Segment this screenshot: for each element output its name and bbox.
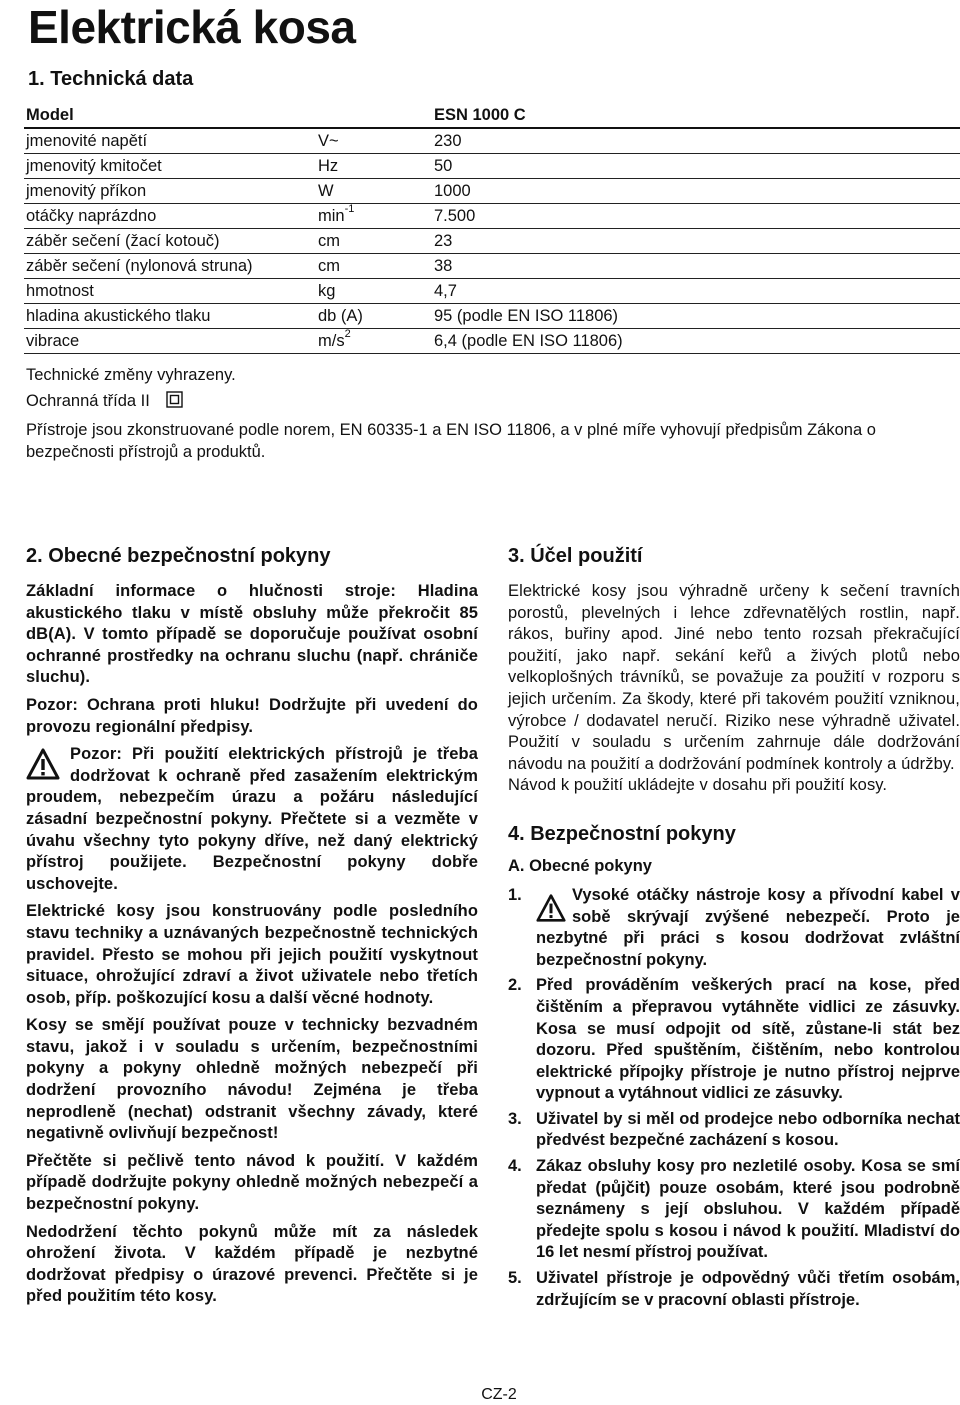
list-item-text: Před prováděním veškerých prací na kose, před čištěním a přepravou vytáhněte vidlici ze zásuvky. Kosa se musí odpojit od sítě, zůstane-li stát bez dozoru. Před spuštěním, čištěním, nebo kontrolou elektrické přípojky přístroje je nutno přístroj nejprve vypnout a vytáhnout vidlici ze zásuvky. — [536, 976, 960, 1103]
spec-unit — [316, 179, 432, 204]
list-item-text: Zákaz obsluhy kosy pro nezletilé osoby. Kosa se smí předat (půjčit) pouze osobám, které jsou podrobně seznámeny s její obsluhou. V každém případě předejte spolu s kosou i návod k použití. Mladiství do 16 let nesmí přístroj používat. — [536, 1157, 960, 1262]
list-item — [508, 1156, 960, 1264]
spec-unit-text: V~ — [318, 131, 339, 150]
section-3-heading: 3. Účel použití — [508, 545, 643, 567]
section-2-heading: 2. Obecné bezpečnostní pokyny — [26, 545, 331, 567]
table-row — [24, 179, 960, 204]
non-compliance-paragraph: Nedodržení těchto pokynů může mít za následek ohrožení života. V každém případě je nezbytné dodržovat předpisy o úrazové prevenci. Přečtěte si je před použitím této kosy. — [26, 1222, 478, 1306]
spec-value: 6,4 (podle EN ISO 11806) — [432, 329, 960, 354]
spec-value: 38 — [432, 254, 960, 279]
spec-unit-text: kg — [318, 281, 336, 300]
spec-unit-text: cm — [318, 256, 340, 275]
spec-label: jmenovitý kmitočet — [24, 154, 316, 179]
spec-value: 50 — [432, 154, 960, 179]
list-item-text: Vysoké otáčky nástroje kosy a přívodní kabel v sobě skrývají zvýšené nebezpečí. Proto je nezbytné při práci s kosou dodržovat zvláštní bezpečnostní pokyny. — [536, 885, 960, 969]
table-row — [24, 304, 960, 329]
spec-unit-text: db (A) — [318, 306, 363, 325]
table-row — [24, 229, 960, 254]
warning-triangle-icon — [536, 893, 566, 923]
noise-info-paragraph: Základní informace o hlučnosti stroje: Hladina akustického tlaku v místě obsluhy může překročit 85 dB(A). V tomto případě se doporučuje používat osobní ochranné prostředky na ochranu sluchu (např. chrániče sluchu). — [26, 582, 478, 687]
list-item-number: 5. — [508, 1269, 522, 1288]
list-item-number: 1. — [508, 885, 522, 904]
list-item-number: 3. — [508, 1109, 522, 1128]
spec-unit-text: min — [318, 206, 345, 225]
list-item — [508, 885, 960, 971]
read-manual-paragraph: Přečtěte si pečlivě tento návod k použití. V každém případě dodržujte pokyny ohledně možných nebezpečí a bezpečnostní pokyny. — [26, 1151, 478, 1214]
section-4a-subheading: A. Obecné pokyny — [508, 856, 652, 875]
protection-class-line — [26, 391, 183, 411]
spec-unit — [316, 229, 432, 254]
list-item-number: 2. — [508, 976, 522, 995]
spec-value: 95 (podle EN ISO 11806) — [432, 304, 960, 329]
spec-unit-exponent: 2 — [344, 328, 351, 340]
warning-triangle-icon — [26, 748, 60, 780]
spec-label: záběr sečení (nylonová struna) — [24, 254, 316, 279]
table-row — [24, 254, 960, 279]
table-row — [24, 204, 960, 229]
list-item-number: 4. — [508, 1157, 522, 1176]
usage-condition-paragraph: Kosy se smějí používat pouze v technicky bezvadném stavu, jakož i v souladu s určením, bezpečnostními pokyny a pokyny ohledně možných nebezpečí při dodržení provozního návodu! Zejména je třeba neprodleně (nechat) odstranit všechny závady, které negativně ovlivňují bezpečnost! — [26, 1016, 478, 1143]
header-unit — [316, 103, 432, 128]
spec-label: jmenovité napětí — [24, 128, 316, 154]
spec-value: 4,7 — [432, 279, 960, 304]
spec-unit-text: Hz — [318, 156, 339, 175]
manual-storage-paragraph: Návod k použití ukládejte v dosahu při použití kosy. — [508, 776, 888, 795]
design-paragraph: Elektrické kosy jsou konstruovány podle posledního stavu techniky a uznávaných bezpečnostně technických pravidel. Přesto se mohou při jejich použití vyskytnout situace, ohrožující zdraví a život uživatele nebo třetích osob, příp. poškozující kosu a další věcné hodnoty. — [26, 902, 478, 1007]
section-4-heading: 4. Bezpečnostní pokyny — [508, 822, 736, 845]
header-label: Model — [24, 103, 316, 128]
spec-value: 23 — [432, 229, 960, 254]
spec-unit — [316, 329, 432, 354]
table-row — [24, 279, 960, 304]
spec-unit — [316, 128, 432, 154]
spec-unit-exponent: -1 — [344, 203, 355, 215]
list-item-text: Uživatel přístroje je odpovědný vůči třetím osobám, zdržujícím se v pracovní oblasti přístroje. — [536, 1269, 960, 1309]
list-item — [508, 1109, 960, 1152]
electric-warning-block — [26, 744, 478, 895]
list-item — [508, 975, 960, 1105]
spec-value: 230 — [432, 128, 960, 154]
spec-label: hmotnost — [24, 279, 316, 304]
spec-unit — [316, 204, 432, 229]
table-row — [24, 128, 960, 154]
spec-unit — [316, 279, 432, 304]
right-column — [508, 543, 960, 1315]
page-title: Elektrická kosa — [28, 1, 356, 53]
spec-unit — [316, 154, 432, 179]
spec-label: jmenovitý příkon — [24, 179, 316, 204]
table-row — [24, 154, 960, 179]
spec-unit-text: W — [318, 181, 334, 200]
spec-unit — [316, 254, 432, 279]
protection-class-ii-icon — [166, 391, 183, 408]
intended-use-paragraph: Elektrické kosy jsou výhradně určeny k sečení travních porostů, plevelných i lehce zdřevnatělých rostlin, např. rákos, buřiny apod. Jiné nebo tento rozsah překračující použití, jako např. sekání keřů a živých plotů nebo velkoplošných trávníků, se považuje za použití v rozporu s jejich určením. Za škody, které při takovém použití vzniknou, výrobce / dodavatel neručí. Riziko nese výhradně uživatel. Použití v souladu s určením zahrnuje dále dodržování návodu na použití a dodržování podmínek kontroly a údržby. — [508, 582, 960, 773]
spec-label: hladina akustického tlaku — [24, 304, 316, 329]
technical-changes-note: Technické změny vyhrazeny. — [26, 366, 236, 384]
spec-value: 7.500 — [432, 204, 960, 229]
section-1-heading: 1. Technická data — [28, 68, 194, 90]
protection-class-text: Ochranná třída II — [26, 392, 150, 410]
spec-unit — [316, 304, 432, 329]
spec-label: záběr sečení (žací kotouč) — [24, 229, 316, 254]
table-header-row — [24, 103, 960, 128]
spec-unit-text: cm — [318, 231, 340, 250]
noise-warning-paragraph: Pozor: Ochrana proti hluku! Dodržujte při uvedení do provozu regionální předpisy. — [26, 695, 478, 736]
spec-unit-text: m/s — [318, 331, 345, 350]
left-column — [26, 543, 478, 1314]
list-item — [508, 1268, 960, 1311]
page-number: CZ-2 — [481, 1386, 517, 1403]
safety-instructions-list — [508, 885, 960, 1311]
table-row — [24, 329, 960, 354]
header-model-value: ESN 1000 C — [432, 103, 960, 128]
spec-label: otáčky naprázdno — [24, 204, 316, 229]
electric-warning-paragraph: Pozor: Při použití elektrických přístrojů je třeba dodržovat k ochraně před zasažením elektrickým proudem, nebezpečím úrazu a požáru následující zásadní bezpečnostní pokyny. Přečtete si a vezměte v úvahu všechny tyto pokyny dříve, než daný elektrický přístroj použijete. Bezpečnostní pokyny dobře uschovejte. — [26, 745, 478, 893]
list-item-text: Uživatel by si měl od prodejce nebo odborníka nechat předvést bezpečné zacházení s kosou. — [536, 1109, 960, 1150]
technical-data-table — [24, 103, 960, 354]
spec-label: vibrace — [24, 329, 316, 354]
compliance-statement: Přístroje jsou zkonstruované podle norem, EN 60335-1 a EN ISO 11806, a v plné míře vyhovují předpisům Zákona o bezpečnosti přístrojů a produktů. — [26, 421, 876, 461]
spec-value: 1000 — [432, 179, 960, 204]
